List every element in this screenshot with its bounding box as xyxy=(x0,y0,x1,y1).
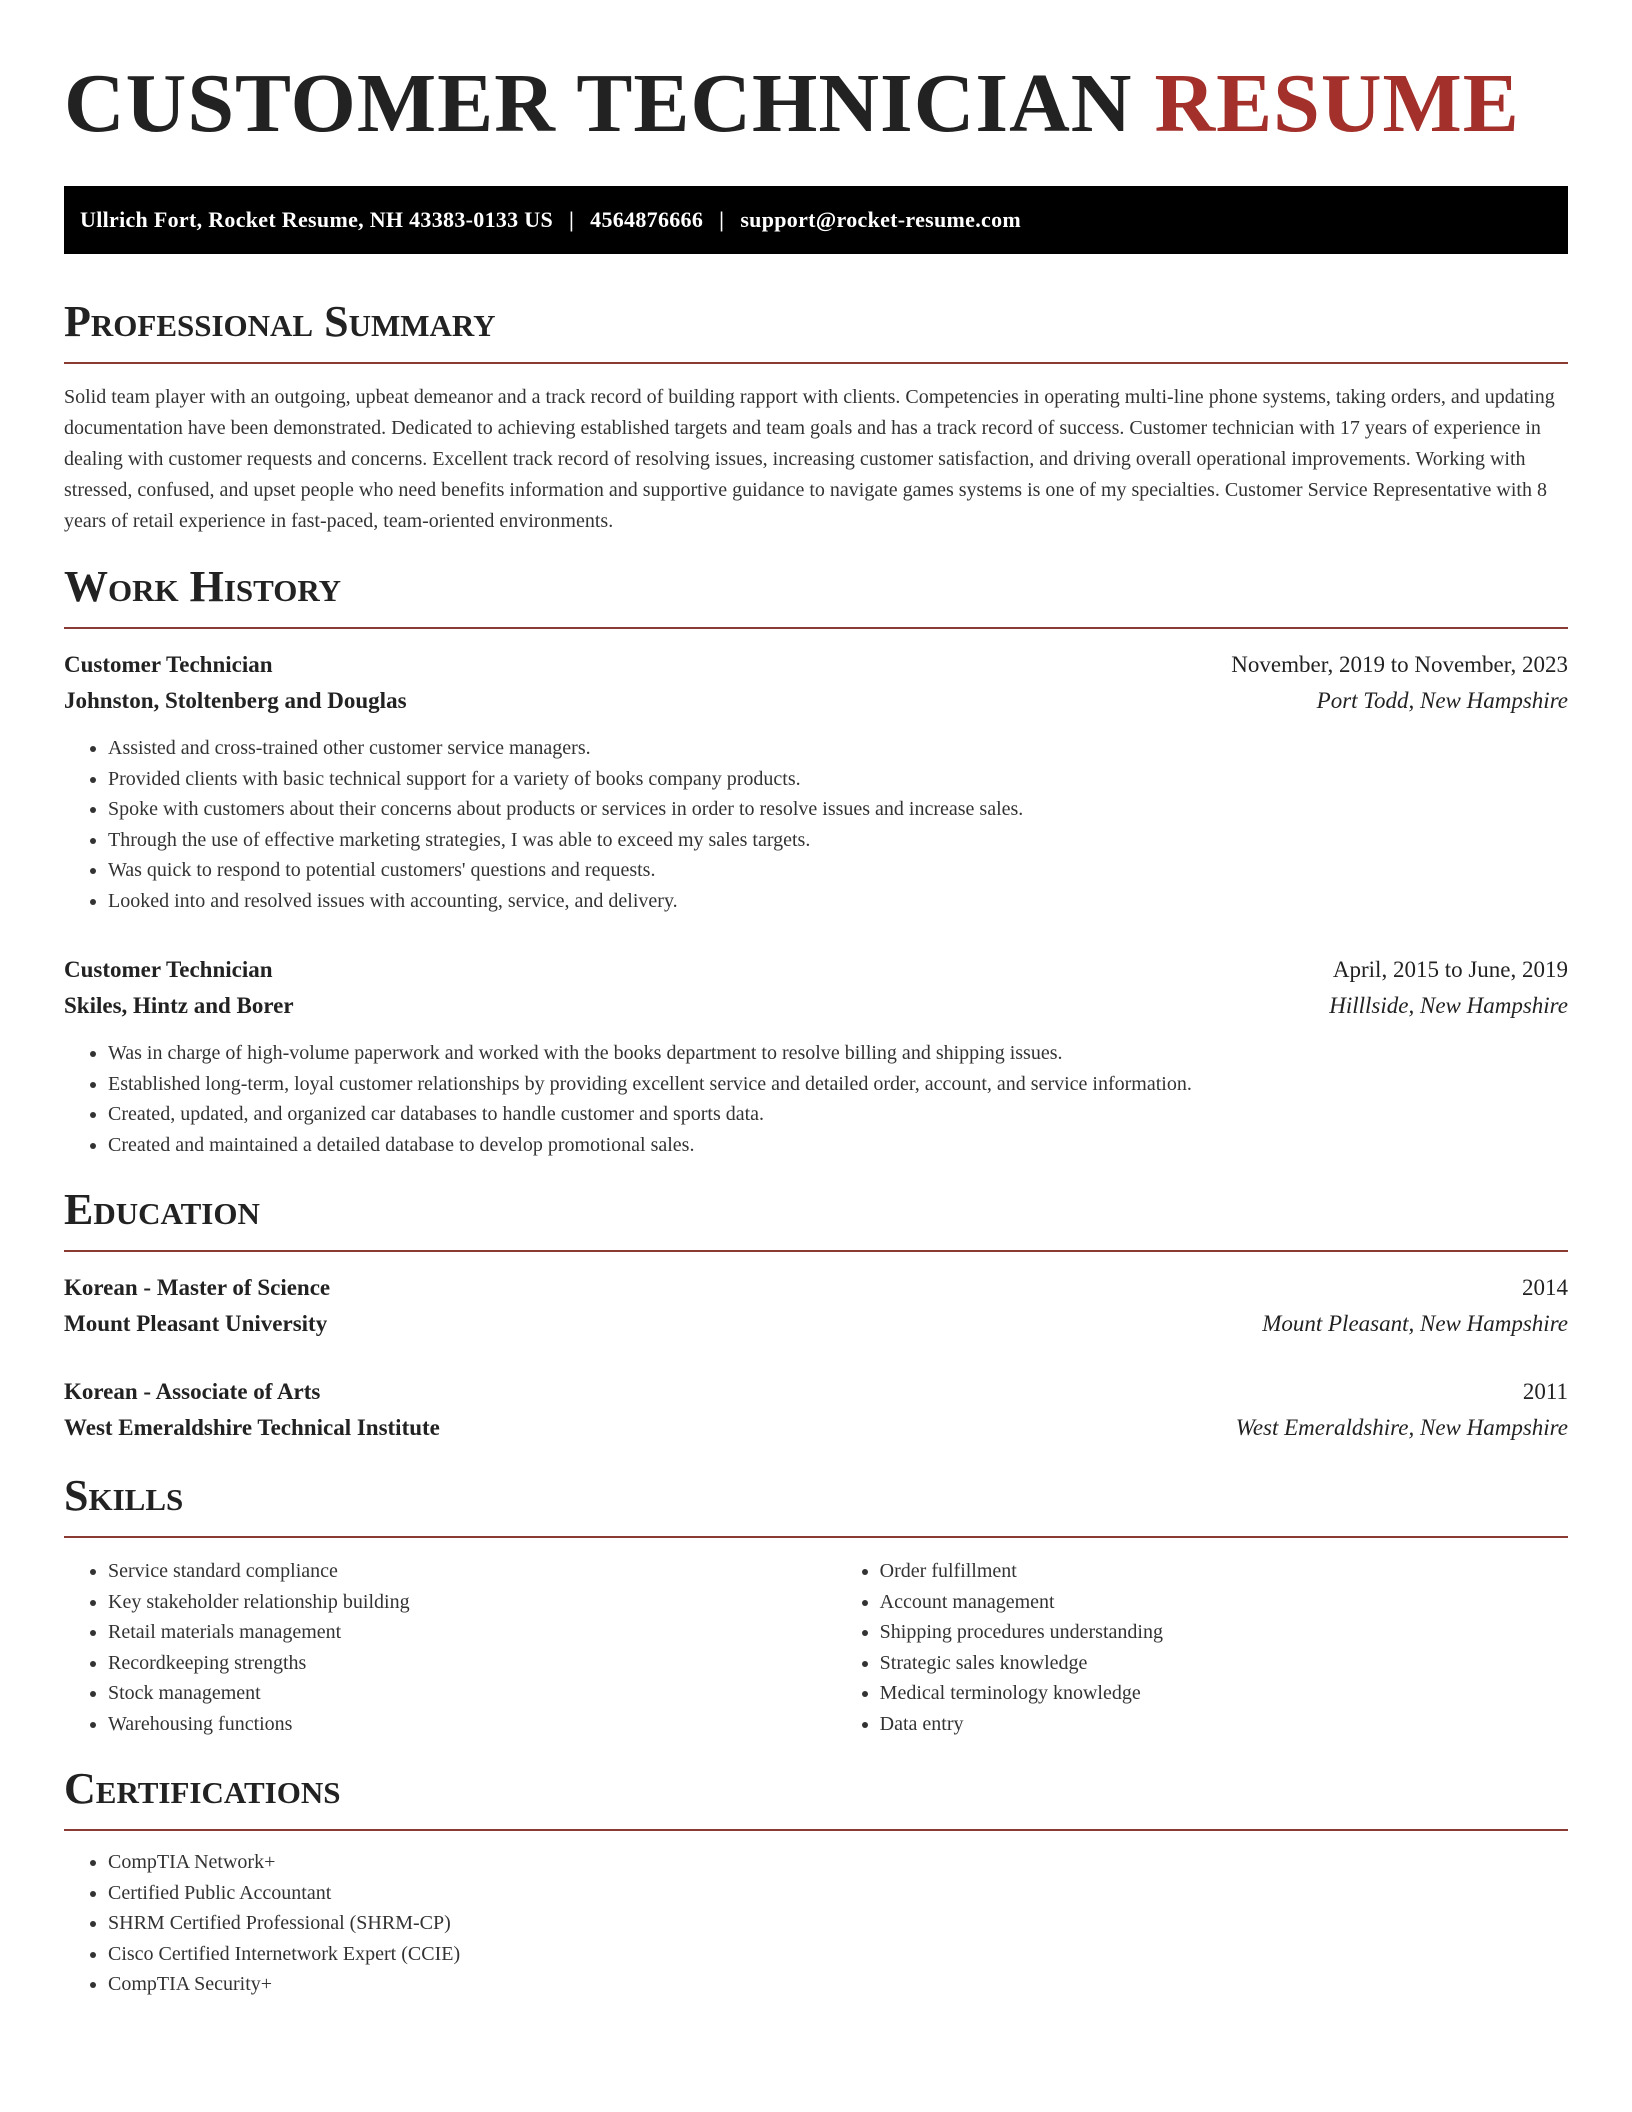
list-item: • Provided clients with basic technical support for a variety of books company products. xyxy=(108,764,1568,795)
list-item: • Warehousing functions xyxy=(108,1709,836,1740)
job-header-row xyxy=(64,647,1568,683)
skills-list-right xyxy=(836,1556,1568,1739)
list-item: • CompTIA Security+ xyxy=(108,1969,1568,2000)
list-item: • Strategic sales knowledge xyxy=(880,1648,1568,1679)
section-divider xyxy=(64,1536,1568,1538)
education-year: 2014 xyxy=(1522,1275,1568,1300)
section-heading-certifications: Certifications xyxy=(64,1764,341,1813)
education-section xyxy=(64,1184,1568,1446)
job-dates: November, 2019 to November, 2023 xyxy=(1231,652,1568,677)
list-item: • Certified Public Accountant xyxy=(108,1878,1568,1909)
job-company-row xyxy=(64,988,1568,1024)
contact-address: Ullrich Fort, Rocket Resume, NH 43383-0133 US xyxy=(80,207,553,232)
education-entry xyxy=(64,1270,1568,1342)
list-item: • CompTIA Network+ xyxy=(108,1847,1568,1878)
job-duties-list xyxy=(64,733,1568,916)
list-item: • Cisco Certified Internetwork Expert (CCIE) xyxy=(108,1939,1568,1970)
section-heading-work-history: Work History xyxy=(64,562,342,611)
list-item: • Retail materials management xyxy=(108,1617,836,1648)
contact-bar xyxy=(64,186,1568,254)
job-company-row xyxy=(64,683,1568,719)
list-item: • Data entry xyxy=(880,1709,1568,1740)
section-divider xyxy=(64,362,1568,364)
list-item: • Established long-term, loyal customer relationships by providing excellent service and detailed order, account, and service information. xyxy=(108,1069,1568,1100)
list-item: • Was quick to respond to potential customers' questions and requests. xyxy=(108,855,1568,886)
list-item: • Stock management xyxy=(108,1678,836,1709)
list-item: • Created and maintained a detailed database to develop promotional sales. xyxy=(108,1130,1568,1161)
section-heading-summary: Professional Summary xyxy=(64,297,496,346)
job-company: Johnston, Stoltenberg and Douglas xyxy=(64,688,407,713)
skills-grid xyxy=(64,1556,1568,1739)
job-title: Customer Technician xyxy=(64,652,273,677)
section-heading-skills: Skills xyxy=(64,1471,184,1520)
job-duties-list xyxy=(64,1038,1568,1160)
job-entry xyxy=(64,647,1568,916)
list-item: • Service standard compliance xyxy=(108,1556,836,1587)
education-degree: Korean - Associate of Arts xyxy=(64,1379,321,1404)
education-school: Mount Pleasant University xyxy=(64,1311,328,1336)
education-degree-row xyxy=(64,1270,1568,1306)
job-location: Hilllside, New Hampshire xyxy=(1329,993,1568,1018)
section-heading-education: Education xyxy=(64,1185,260,1234)
list-item: • Medical terminology knowledge xyxy=(880,1678,1568,1709)
list-item: • Key stakeholder relationship building xyxy=(108,1587,836,1618)
education-entry xyxy=(64,1374,1568,1446)
list-item: • Recordkeeping strengths xyxy=(108,1648,836,1679)
title-accent: RESUME xyxy=(1154,57,1520,150)
resume-title xyxy=(64,56,1568,152)
certifications-list xyxy=(64,1847,1568,2000)
list-item: • Assisted and cross-trained other customer service managers. xyxy=(108,733,1568,764)
education-year: 2011 xyxy=(1522,1379,1568,1404)
summary-text: Solid team player with an outgoing, upbeat demeanor and a track record of building rapport with clients. Competencies in operating multi-line phone systems, taking orders, and updating documentation have been demonstrated. Dedicated to achieving established targets and team goals and has a track record of success. Customer technician with 17 years of experience in dealing with customer requests and concerns. Excellent track record of resolving issues, increasing customer satisfaction, and driving overall operational improvements. Working with stressed, confused, and upset people who need benefits information and supportive guidance to navigate games systems is one of my specialties. Customer Service Representative with 8 years of retail experience in fast-paced, team-oriented environments. xyxy=(64,386,1555,532)
job-location: Port Todd, New Hampshire xyxy=(1316,688,1568,713)
list-item: • Spoke with customers about their concerns about products or services in order to resolve issues and increase sales. xyxy=(108,794,1568,825)
job-entry xyxy=(64,952,1568,1160)
job-dates: April, 2015 to June, 2019 xyxy=(1332,957,1568,982)
job-company: Skiles, Hintz and Borer xyxy=(64,993,294,1018)
education-location: West Emeraldshire, New Hampshire xyxy=(1235,1415,1568,1440)
section-divider xyxy=(64,627,1568,629)
education-school: West Emeraldshire Technical Institute xyxy=(64,1415,440,1440)
education-degree: Korean - Master of Science xyxy=(64,1275,331,1300)
education-location: Mount Pleasant, New Hampshire xyxy=(1262,1311,1568,1336)
list-item: • Looked into and resolved issues with accounting, service, and delivery. xyxy=(108,886,1568,917)
list-item: • SHRM Certified Professional (SHRM-CP) xyxy=(108,1908,1568,1939)
job-header-row xyxy=(64,952,1568,988)
list-item: • Shipping procedures understanding xyxy=(880,1617,1568,1648)
summary-section xyxy=(64,296,1568,537)
list-item: • Order fulfillment xyxy=(880,1556,1568,1587)
education-school-row xyxy=(64,1306,1568,1342)
contact-separator: | xyxy=(569,207,575,232)
contact-email: support@rocket-resume.com xyxy=(740,207,1022,232)
education-school-row xyxy=(64,1410,1568,1446)
skills-section xyxy=(64,1470,1568,1739)
list-item: • Account management xyxy=(880,1587,1568,1618)
list-item: • Through the use of effective marketing strategies, I was able to exceed my sales targets. xyxy=(108,825,1568,856)
skills-list-left xyxy=(64,1556,836,1739)
list-item: • Created, updated, and organized car databases to handle customer and sports data. xyxy=(108,1099,1568,1130)
list-item: • Was in charge of high-volume paperwork and worked with the books department to resolve billing and shipping issues. xyxy=(108,1038,1568,1069)
title-main: CUSTOMER TECHNICIAN xyxy=(64,57,1133,150)
job-title: Customer Technician xyxy=(64,957,273,982)
education-degree-row xyxy=(64,1374,1568,1410)
certifications-section xyxy=(64,1763,1568,2000)
contact-phone: 4564876666 xyxy=(590,207,704,232)
contact-separator: | xyxy=(719,207,725,232)
section-divider xyxy=(64,1829,1568,1831)
section-divider xyxy=(64,1250,1568,1252)
work-history-section xyxy=(64,561,1568,1160)
